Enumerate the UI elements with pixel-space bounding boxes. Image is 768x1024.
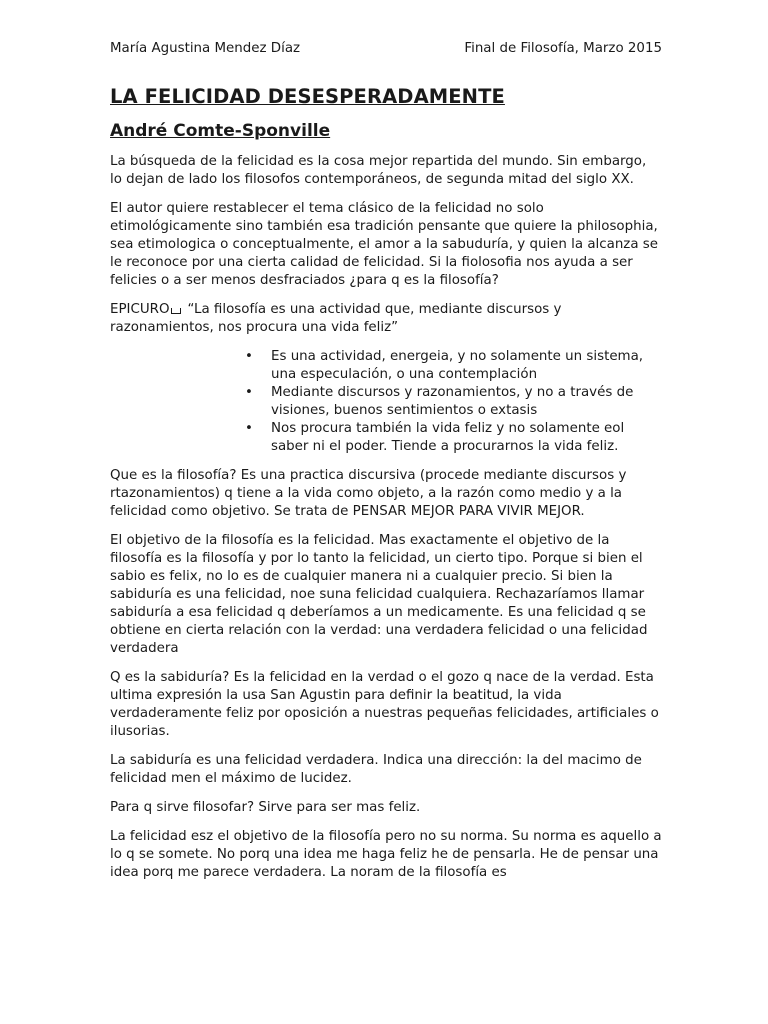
paragraph-intro: La búsqueda de la felicidad es la cosa mejor repartida del mundo. Sin embargo, lo dejan de lado los filosofos contemporáneos, de segunda mitad del siglo XX. (110, 154, 647, 187)
page-header (110, 40, 662, 58)
paragraph-purpose: Para q sirve filosofar? Sirve para ser mas feliz. (110, 800, 421, 815)
tab-marker-icon (171, 308, 181, 314)
document-page (110, 40, 662, 893)
header-author: María Agustina Mendez Díaz (110, 41, 301, 56)
bullet-item: • Nos procura también la vida feliz y no solamente eol saber ni el poder. Tiende a procurarnos la vida feliz. (245, 420, 662, 456)
paragraph-norm: La felicidad esz el objetivo de la filosofía pero no su norma. Su norma es aquello a lo q se somete. No porq una idea me haga feliz he de pensarla. He de pensar una idea porq me parece verdadera. La noram de la filosofía es (110, 829, 662, 880)
bullet-list (110, 348, 662, 456)
paragraph-epicuro (110, 301, 662, 337)
document-subtitle: André Comte-Sponville (110, 121, 331, 141)
epicuro-quote: “La filosofía es una actividad que, mediante discursos y razonamientos, nos procura una vida feliz” (110, 302, 562, 335)
paragraph-objective: El objetivo de la filosofía es la felicidad. Mas exactamente el objetivo de la filosofía es la filosofía y por lo tanto la felicidad, un cierto tipo. Porque si bien el sabio es felix, no lo es de cualquier manera ni a cualquier precio. Si bien la sabiduría es una felicidad, noe suna felicidad cualquiera. Rechazaríamos llamar sabiduría a esa felicidad q deberíamos a un medicamente. Es una felicidad q se obtiene en cierta relación con la verdad: una verdadera felicidad o una felicidad verdadera (110, 533, 648, 656)
epicuro-label: EPICURO (110, 302, 170, 317)
paragraph-true-happiness: La sabiduría es una felicidad verdadera. Indica una dirección: la del macimo de felicidad men el máximo de lucidez. (110, 753, 642, 786)
paragraph-what-is-philosophy: Que es la filosofía? Es una practica discursiva (procede mediante discursos y rtazonamientos) q tiene a la vida como objeto, a la razón como medio y a la felicidad como objetivo. Se trata de PENSAR MEJOR PARA VIVIR MEJOR. (110, 468, 627, 519)
bullet-item: • Es una actividad, energeia, y no solamente un sistema, una especulación, o una contemplación (245, 348, 662, 384)
bullet-item: • Mediante discursos y razonamientos, y no a través de visiones, buenos sentimientos o extasis (245, 384, 662, 420)
document-title: LA FELICIDAD DESESPERADAMENTE (110, 85, 505, 108)
paragraph-wisdom: Q es la sabiduría? Es la felicidad en la verdad o el gozo q nace de la verdad. Esta ultima expresión la usa San Agustin para definir la beatitud, la vida verdaderamente feliz por oposición a nuestras pequeñas felicidades, artificiales o ilusorias. (110, 670, 659, 739)
paragraph-author-goal: El autor quiere restablecer el tema clásico de la felicidad no solo etimológicamente sino también esa tradición pensante que quiere la philosophia, sea etimologica o conceptualmente, el amor a la sabuduría, y quien la alcanza se le reconoce por una cierta calidad de felicidad. Si la fiolosofia nos ayuda a ser felicies o a ser menos desfraciados ¿para q es la filosofía? (110, 201, 659, 288)
header-course: Final de Filosofía, Marzo 2015 (464, 41, 662, 56)
